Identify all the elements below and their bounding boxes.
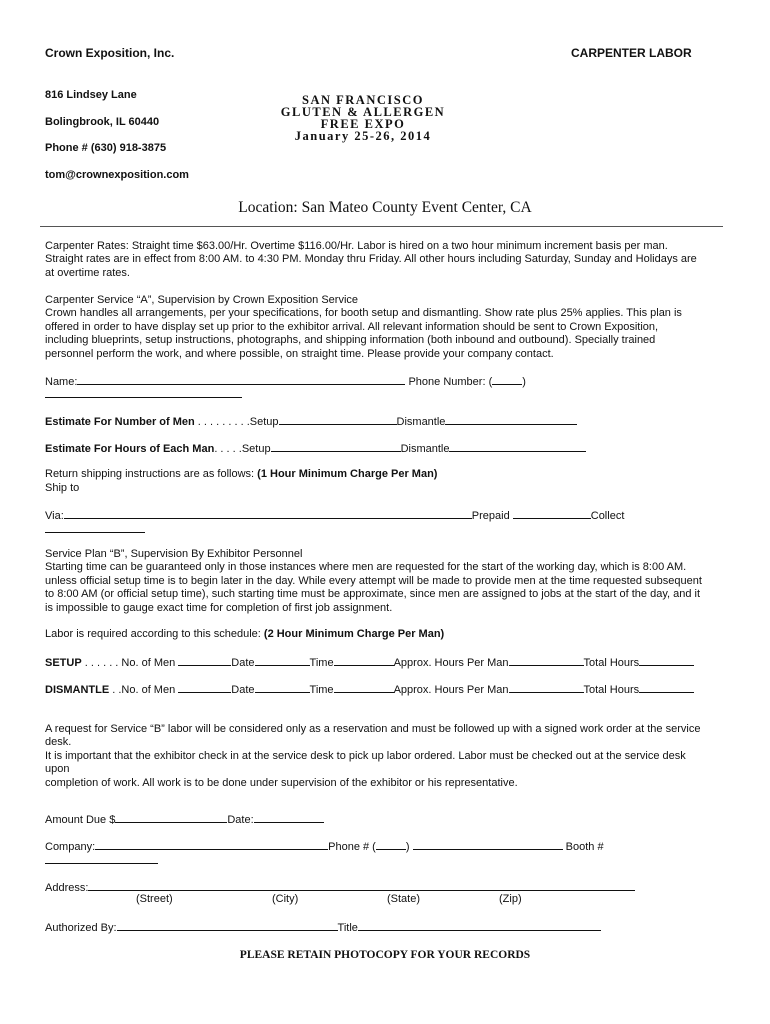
dismantle-men-field[interactable]	[178, 682, 231, 693]
setup-time-field[interactable]	[334, 655, 394, 666]
amount-due-row	[45, 812, 324, 826]
setup-date-field[interactable]	[255, 655, 310, 666]
authorized-by-field[interactable]	[117, 920, 338, 931]
service-a-paragraph: Carpenter Service “A”, Supervision by Crown Exposition Service Crown handles all arrangements, per your specifications, for booth setup and dismantling. Show rate plus 25% applies. This plan is offered in order to have display set up prior to the exhibitor arrival. All relevant information should be sent to Crown Exposition, including blueprints, setup instructions, photographs, and shipping information (both inbound and outbound). Specially trained personnel perform the work, and where possible, on straight time. Please provide your company contact.	[45, 294, 735, 361]
date-field[interactable]	[254, 812, 324, 823]
ship-to-label: Ship to	[45, 482, 80, 494]
via-field-continuation[interactable]	[45, 532, 145, 533]
name-row: Name: Phone Number: ( )	[45, 376, 526, 388]
address-zip-caption: (Zip)	[499, 893, 522, 905]
address-field[interactable]	[88, 880, 635, 891]
estimate-hours-dismantle-field[interactable]	[449, 441, 586, 452]
company-email: tom@crownexposition.com	[45, 169, 189, 181]
prepaid-field[interactable]	[513, 508, 591, 519]
dismantle-schedule-row: DISMANTLE . .No. of Men Date Time Approx. Hours Per Man Total Hours	[45, 682, 694, 696]
estimate-hours-setup-field[interactable]	[271, 441, 401, 452]
setup-hours-per-man-field[interactable]	[509, 655, 584, 666]
date-label: Date:	[227, 814, 254, 826]
event-line2: GLUTEN & ALLERGEN	[280, 105, 446, 119]
title-field[interactable]	[358, 920, 601, 931]
dismantle-hours-per-man-field[interactable]	[509, 682, 584, 693]
via-field[interactable]	[64, 508, 472, 519]
return-shipping-row: Return shipping instructions are as follows: (1 Hour Minimum Charge Per Man)	[45, 468, 438, 480]
name-field[interactable]	[77, 374, 405, 385]
dismantle-time-field[interactable]	[334, 682, 394, 693]
estimate-hours-label: Estimate For Hours of Each Man	[45, 443, 215, 455]
company-address-line1: 816 Lindsey Lane	[45, 89, 137, 101]
name-field-continuation[interactable]	[45, 397, 242, 398]
event-line1: SAN FRANCISCO	[302, 93, 424, 107]
booth-label: Booth #	[565, 841, 604, 853]
divider	[40, 226, 723, 227]
setup-men-field[interactable]	[178, 655, 231, 666]
service-b-notice: A request for Service “B” labor will be considered only as a reservation and must be followed up with a signed work order at the service desk. It is important that the exhibitor check in at the service desk to pick up labor ordered. Labor must be checked out at the service desk upon completion of work. All work is to be done under supervision of the exhibitor or his representative.	[45, 723, 701, 789]
rates-paragraph: Carpenter Rates: Straight time $63.00/Hr. Overtime $116.00/Hr. Labor is hired on a two hour minimum increment basis per man. Straight rates are in effect from 8:00 AM. to 4:30 PM. Monday thru Friday. All other hours including Saturday, Sunday and Holidays are at overtime rates.	[45, 240, 697, 279]
company-phone-field[interactable]	[413, 839, 563, 850]
booth-field[interactable]	[45, 863, 158, 864]
event-block	[248, 94, 478, 142]
location-heading: Location: San Mateo County Event Center, CA	[238, 199, 532, 216]
company-row: Company: Phone # ( ) Booth #	[45, 841, 604, 853]
company-field[interactable]	[95, 839, 328, 850]
estimate-men-label: Estimate For Number of Men	[45, 416, 195, 428]
event-line4: January 25-26, 2014	[294, 129, 432, 143]
estimate-men-setup-field[interactable]	[279, 414, 397, 425]
name-label: Name:	[45, 376, 78, 388]
address-row	[45, 880, 635, 894]
amount-due-field[interactable]	[115, 812, 227, 823]
estimate-men-row: Estimate For Number of Men . . . . . . . . .Setup Dismantle	[45, 414, 577, 428]
address-state-caption: (State)	[387, 893, 421, 905]
event-line3: FREE EXPO	[320, 117, 406, 131]
address-label: Address:	[45, 882, 89, 894]
schedule-intro: Labor is required according to this schedule: (2 Hour Minimum Charge Per Man)	[45, 628, 445, 640]
amount-due-label: Amount Due $	[45, 814, 116, 826]
company-phone: Phone # (630) 918-3875	[45, 142, 167, 154]
via-label: Via:	[45, 510, 64, 522]
company-name: Crown Exposition, Inc.	[45, 46, 175, 60]
dismantle-date-field[interactable]	[255, 682, 310, 693]
setup-schedule-row: SETUP . . . . . . No. of Men Date Time Approx. Hours Per Man Total Hours	[45, 655, 694, 669]
address-street-caption: (Street)	[136, 893, 173, 905]
service-a-title: Carpenter Service “A”, Supervision by Crown Exposition Service	[45, 294, 359, 306]
via-row: Via: Prepaid Collect	[45, 510, 625, 522]
company-phone-area-field[interactable]	[376, 839, 406, 850]
form-title: CARPENTER LABOR	[571, 46, 692, 60]
estimate-men-dismantle-field[interactable]	[445, 414, 577, 425]
company-label: Company:	[45, 841, 96, 853]
retain-photocopy-notice: PLEASE RETAIN PHOTOCOPY FOR YOUR RECORDS	[239, 949, 531, 961]
service-b-paragraph: Service Plan “B”, Supervision By Exhibitor Personnel Starting time can be guaranteed only in those instances where men are requested for the start of the working day, which is 8:00 AM. unless official setup time is to begin later in the day. While every attempt will be made to provide men at the time requested subsequent to 8:00 AM (or official setup time), such starting time must be approximate, since men are assigned to jobs at the start of the day, and it is impossible to gauge exact time for completion of first job assignment.	[45, 548, 735, 615]
estimate-hours-row: Estimate For Hours of Each Man. . . . .Setup Dismantle	[45, 441, 586, 455]
authorized-row	[45, 920, 601, 934]
phone-number-label: Phone Number: (	[408, 376, 493, 388]
company-address-line2: Bolingbrook, IL 60440	[45, 116, 160, 128]
setup-total-hours-field[interactable]	[639, 655, 694, 666]
authorized-by-label: Authorized By:	[45, 922, 117, 934]
service-b-title: Service Plan “B”, Supervision By Exhibitor Personnel	[45, 548, 303, 560]
setup-label: SETUP	[45, 657, 82, 669]
dismantle-label: DISMANTLE	[45, 684, 110, 696]
address-city-caption: (City)	[272, 893, 299, 905]
dismantle-total-hours-field[interactable]	[639, 682, 694, 693]
title-label: Title	[337, 922, 358, 934]
phone-area-code-field[interactable]	[492, 374, 522, 385]
